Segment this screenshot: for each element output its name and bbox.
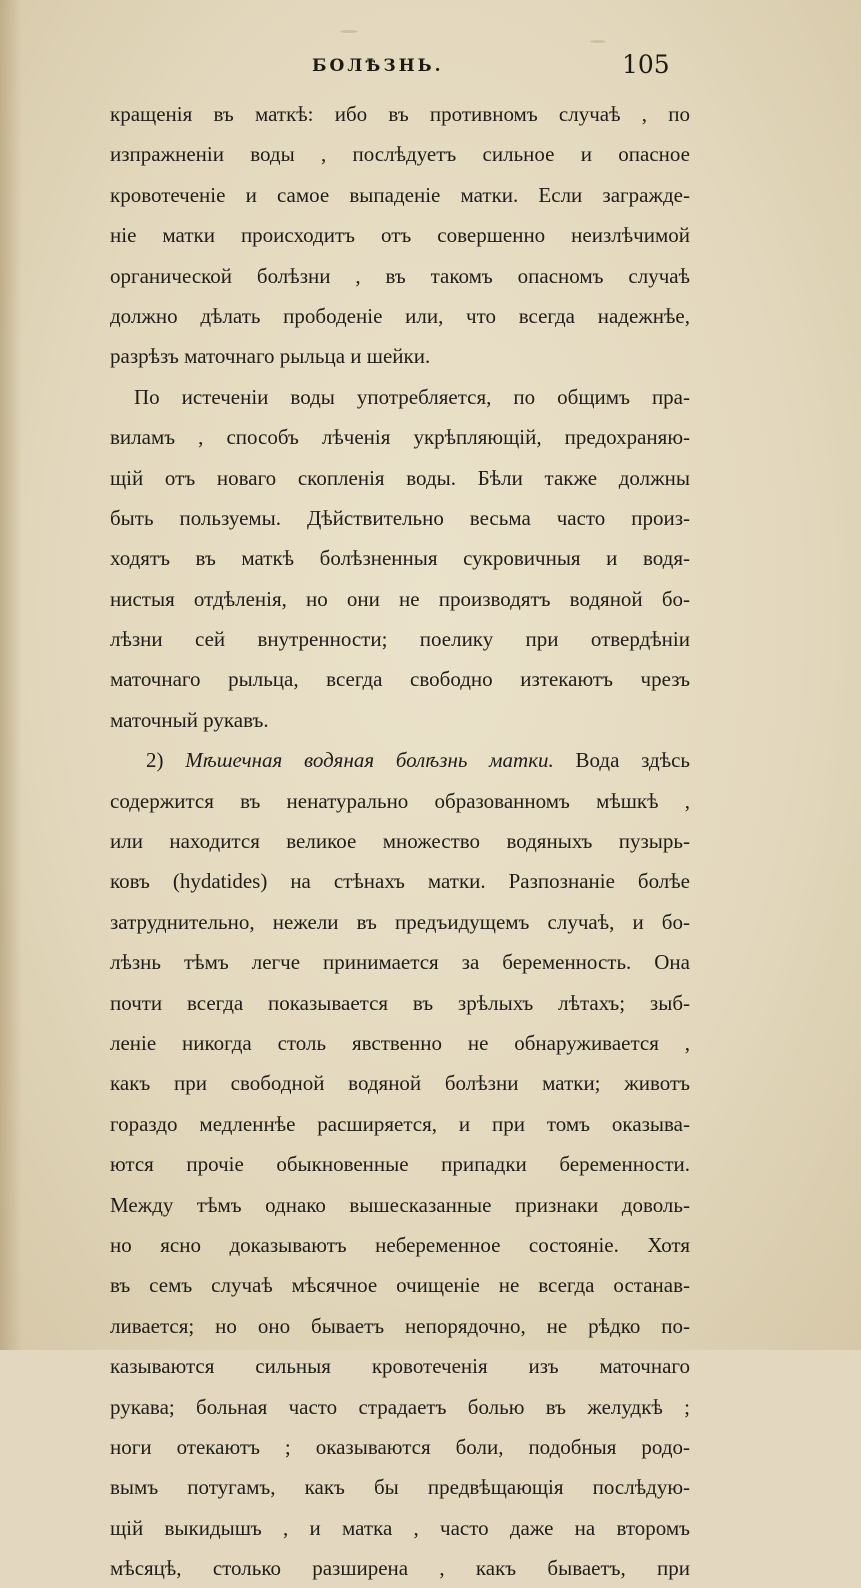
text-line: ются прочіе обыкновенные припадки беременности. xyxy=(110,1152,690,1177)
page-number: 105 xyxy=(622,50,670,79)
text-line: леніе никогда столь явственно не обнаруживается , xyxy=(110,1030,690,1055)
section-heading: Мѣшечная водяная болѣзнь матки. xyxy=(185,748,554,773)
ink-smudge xyxy=(590,40,606,43)
text-line: органической болѣзни , въ такомъ опасномъ случаѣ xyxy=(110,263,690,288)
text-line: кращенія въ маткѣ: ибо въ противномъ случаѣ , по xyxy=(110,102,690,126)
text-line: ніе матки происходитъ отъ совершенно неизлѣчимой xyxy=(110,223,690,248)
text-line: щій выкидышъ , и матка , часто даже на второмъ xyxy=(110,1515,690,1540)
text-line: изпражненіи воды , послѣдуетъ сильное и опасное xyxy=(110,142,690,167)
text-line: По истеченіи воды употребляется, по общимъ пра- xyxy=(134,384,690,409)
page-edge-shadow xyxy=(0,0,22,1350)
section-heading-line xyxy=(110,740,690,780)
text-line: но ясно доказываютъ небеременное состояніе. Хотя xyxy=(110,1232,690,1257)
text-line: щій отъ новаго скопленія воды. Бѣли также должны xyxy=(110,465,690,490)
running-head: БОЛѢЗНЬ. xyxy=(312,56,444,76)
section-number: 2) xyxy=(146,748,164,773)
body-text xyxy=(110,94,690,1588)
text-line: ливается; но оно бываетъ непорядочно, не рѣдко по- xyxy=(110,1313,690,1338)
text-line: какъ при свободной водяной болѣзни матки; животъ xyxy=(110,1071,690,1096)
text-line: почти всегда показывается въ зрѣлыхъ лѣтахъ; зыб- xyxy=(110,990,690,1015)
text-line: ходятъ въ маткѣ болѣзненныя сукровичныя и водя- xyxy=(110,546,690,571)
text-line: должно дѣлать прободеніе или, что всегда надежнѣе, xyxy=(110,303,690,328)
ink-smudge xyxy=(340,30,358,33)
text-line: затруднительно, нежели въ предъидущемъ случаѣ, и бо- xyxy=(110,909,690,934)
text-line: гораздо медленнѣе расширяется, и при томъ оказыва- xyxy=(110,1111,690,1136)
text-line: ноги отекаютъ ; оказываются боли, подобныя родо- xyxy=(110,1434,690,1459)
text-line: мѣсяцѣ, столько разширена , какъ бываетъ, при xyxy=(110,1556,690,1581)
text-line: вымъ потугамъ, какъ бы предвѣщающія послѣдую- xyxy=(110,1475,690,1500)
text-line: казываются сильныя кровотеченія изъ маточнаго xyxy=(110,1354,690,1379)
text-line: рукава; больная часто страдаетъ болью въ желудкѣ ; xyxy=(110,1394,690,1419)
text-line: быть пользуемы. Дѣйствительно весьма часто произ- xyxy=(110,505,690,530)
text-line: лѣзнь тѣмъ легче принимается за беременность. Она xyxy=(110,950,690,975)
text-fragment: Вода здѣсь xyxy=(575,748,690,773)
text-line: виламъ , способъ лѣченія укрѣпляющій, предохраняю- xyxy=(110,425,690,450)
text-line: нистыя отдѣленія, но они не производятъ водяной бо- xyxy=(110,586,690,611)
text-line: или находится великое множество водяныхъ пузырь- xyxy=(110,829,690,854)
text-line: разрѣзъ маточнаго рыльца и шейки. xyxy=(110,344,431,369)
text-line: маточнаго рыльца, всегда свободно изтекаютъ чрезъ xyxy=(110,667,690,692)
text-line: содержится въ ненатурально образованномъ мѣшкѣ , xyxy=(110,788,690,813)
text-line: Между тѣмъ однако вышесказанные признаки доволь- xyxy=(110,1192,690,1217)
text-line: лѣзни сей внутренности; поелику при отвердѣніи xyxy=(110,627,690,652)
text-line: кровотеченіе и самое выпаденіе матки. Если загражде- xyxy=(110,182,690,207)
text-line: въ семъ случаѣ мѣсячное очищеніе не всегда останав- xyxy=(110,1273,690,1298)
text-line: маточный рукавъ. xyxy=(110,707,269,732)
text-line: ковъ (hydatides) на стѣнахъ матки. Разпознаніе болѣе xyxy=(110,869,690,894)
